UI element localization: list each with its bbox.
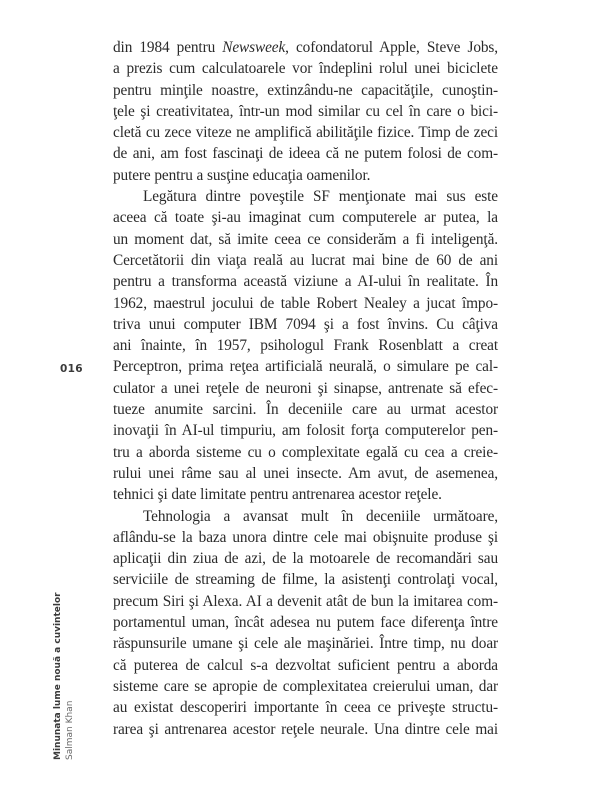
text-line: aplicaţii din ziua de azi, de la motoarele de recomandări sau (113, 550, 498, 568)
text-line: culator a unei reţele de neuroni şi sinapse, antrenate să efec- (113, 379, 498, 397)
text-line: tehnici şi date limitate pentru antrenarea acestor reţele. (113, 486, 442, 504)
text-line: a prezis cum calculatoarele vor îndeplini rolul unei biciclete (113, 60, 498, 78)
page-number: 016 (60, 363, 83, 375)
text-line: pentru minţile noastre, extinzându-ne capacităţile, cunoştin- (113, 81, 498, 99)
text-span: din 1984 pentru (113, 39, 223, 56)
running-footer (52, 592, 76, 760)
text-line (113, 37, 498, 58)
text-line: că puterea de calcul s-a dezvoltat suficient pentru a aborda (113, 656, 498, 674)
text-line: un moment dat, să imite ceea ce considerăm a fi inteligenţă. (113, 230, 498, 248)
text-line: tru a aborda sisteme cu o complexitate egală cu cea a creie- (113, 443, 498, 461)
text-line: au existat descoperiri importante în ceea ce priveşte structu- (113, 699, 498, 717)
text-line: ani înainte, în 1957, psihologul Frank Rosenblatt a creat (113, 337, 498, 355)
text-line: inovaţii în AI-ul timpuriu, am folosit forţa computerelor pen- (113, 422, 498, 440)
text-span: , cofondatorul Apple, Steve Jobs, (285, 39, 498, 56)
book-title: Minunata lume nouă a cuvintelor (53, 592, 63, 760)
text-line: Cercetătorii din viaţa reală au lucrat mai bine de 60 de ani (113, 251, 498, 269)
text-line: cletă cu zece viteze ne amplifică abilităţile fizice. Timp de zeci (113, 124, 498, 142)
text-line: Legătura dintre poveştile SF menţionate mai sus este (143, 188, 498, 206)
text-line: aceea că toate şi-au imaginat cum computerele ar putea, la (113, 209, 498, 227)
text-line: ţele şi creativitatea, într-un mod similar cu cel în care o bici- (113, 102, 498, 120)
text-line: triva unui computer IBM 7094 şi a fost învins. Cu câţiva (113, 315, 498, 333)
text-line: 1962, maestrul jocului de table Robert Nealey a jucat împo- (113, 294, 498, 312)
text-line: rarea şi antrenarea acestor reţele neurale. Una dintre cele mai (113, 720, 498, 738)
text-line: rului unei râme sau al unei insecte. Am avut, de asemenea, (113, 464, 498, 482)
text-line: sisteme care se apropie de complexitatea creierului uman, dar (113, 677, 498, 695)
text-line: pentru a transforma această viziune a AI-ului în realitate. În (113, 273, 498, 291)
text-line: putere pentru a susţine educaţia oamenilor. (113, 166, 371, 184)
body-text (113, 37, 498, 740)
text-line: precum Siri şi Alexa. AI a devenit atât de bun la imitarea com- (113, 592, 498, 610)
text-line: de ani, am fost fascinaţi de ideea că ne putem folosi de com- (113, 145, 498, 163)
text-line: Perceptron, prima reţea artificială neurală, o simulare pe cal- (113, 358, 498, 376)
text-line: aflându-se la baza unora dintre cele mai obişnuite produse şi (113, 528, 498, 546)
author-name: Salman Khan (65, 700, 75, 760)
italic-title: Newsweek (222, 39, 286, 56)
text-line: tueze anumite sarcini. În deceniile care au urmat acestor (113, 401, 498, 419)
text-line: Tehnologia a avansat mult în deceniile următoare, (143, 507, 498, 525)
text-line: serviciile de streaming de filme, la asistenţi controlaţi vocal, (113, 571, 498, 589)
text-line: portamentul uman, încât adesea nu putem face diferenţa între (113, 614, 498, 632)
text-line: răspunsurile umane şi cele ale maşinăriei. Între timp, nu doar (113, 635, 498, 653)
